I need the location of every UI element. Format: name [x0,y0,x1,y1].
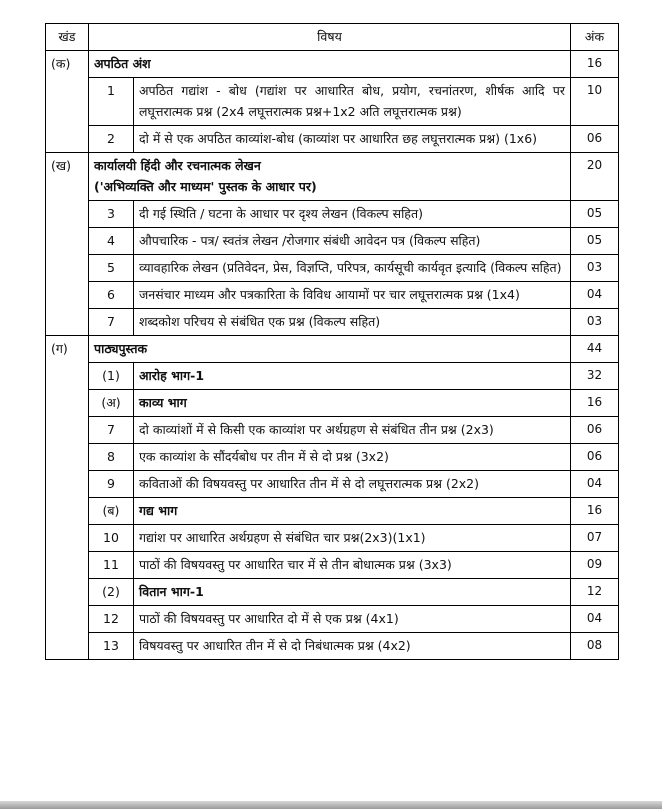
section-title-text: अपठित अंश [94,56,151,71]
row-marks: 05 [571,228,619,255]
row-marks: 16 [571,498,619,525]
row-marks: 12 [571,579,619,606]
table-row [46,201,619,228]
row-marks: 06 [571,417,619,444]
row-number: (1) [89,363,134,390]
table-row [46,498,619,525]
table-row [46,228,619,255]
row-subject: पाठों की विषयवस्तु पर आधारित दो में से एक प्रश्न (4x1) [134,606,571,633]
row-subject: दो काव्यांशों में से किसी एक काव्यांश पर अर्थग्रहण से संबंधित तीन प्रश्न (2x3) [134,417,571,444]
row-number: 12 [89,606,134,633]
row-number: 3 [89,201,134,228]
subsection-title: आरोह भाग-1 [134,363,571,390]
row-number: (2) [89,579,134,606]
section-subtitle-text: ('अभिव्यक्ति और माध्यम' पुस्तक के आधार पर) [94,179,317,194]
row-subject: दो में से एक अपठित काव्यांश-बोध (काव्यांश पर आधारित छह लघूत्तरात्मक प्रश्न) (1x6) [134,126,571,153]
table-row [46,444,619,471]
row-number: 7 [89,417,134,444]
row-marks: 32 [571,363,619,390]
row-subject: व्यावहारिक लेखन (प्रतिवेदन, प्रेस, विज्ञप्ति, परिपत्र, कार्यसूची कार्यवृत इत्यादि (विकल्प सहित) [134,255,571,282]
section-marks: 20 [571,153,619,201]
row-marks: 03 [571,255,619,282]
row-marks: 08 [571,633,619,660]
row-subject: जनसंचार माध्यम और पत्रकारिता के विविध आयामों पर चार लघूत्तरात्मक प्रश्न (1x4) [134,282,571,309]
row-subject: औपचारिक - पत्र/ स्वतंत्र लेखन /रोजगार संबंधी आवेदन पत्र (विकल्प सहित) [134,228,571,255]
row-number: 10 [89,525,134,552]
subsection-title: काव्य भाग [134,390,571,417]
section-row [46,51,619,78]
section-khand: (ग) [46,336,89,660]
table-row [46,525,619,552]
row-subject: पाठों की विषयवस्तु पर आधारित चार में से तीन बोधात्मक प्रश्न (3x3) [134,552,571,579]
table-row [46,552,619,579]
row-number: 11 [89,552,134,579]
row-subject: विषयवस्तु पर आधारित तीन में से दो निबंधात्मक प्रश्न (4x2) [134,633,571,660]
header-ank: अंक [571,24,619,51]
row-subject: एक काव्यांश के सौंदर्यबोध पर तीन में से दो प्रश्न (3x2) [134,444,571,471]
row-marks: 06 [571,444,619,471]
table-row [46,309,619,336]
header-row [46,24,619,51]
section-marks: 16 [571,51,619,78]
table-row [46,390,619,417]
table-row [46,417,619,444]
row-number: 5 [89,255,134,282]
table-row [46,255,619,282]
row-marks: 07 [571,525,619,552]
table-row [46,363,619,390]
row-subject: कविताओं की विषयवस्तु पर आधारित तीन में से दो लघूत्तरात्मक प्रश्न (2x2) [134,471,571,498]
row-number: 7 [89,309,134,336]
row-number: 8 [89,444,134,471]
section-khand: (क) [46,51,89,153]
section-title-text: कार्यालयी हिंदी और रचनात्मक लेखन [94,158,261,173]
row-marks: 06 [571,126,619,153]
row-number: 6 [89,282,134,309]
section-marks: 44 [571,336,619,363]
section-title [89,51,571,78]
row-subject: शब्दकोश परिचय से संबंधित एक प्रश्न (विकल्प सहित) [134,309,571,336]
table-row [46,579,619,606]
row-marks: 04 [571,606,619,633]
section-row [46,336,619,363]
row-subject: अपठित गद्यांश - बोध (गद्यांश पर आधारित बोध, प्रयोग, रचनांतरण, शीर्षक आदि पर लघूत्तरात्मक प्रश्न (2x4 लघूत्तरात्मक प्रश्न+1x2 अति लघूत्तरात्मक प्रश्न) [134,78,571,126]
row-number: (ब) [89,498,134,525]
bottom-edge-bar [0,801,662,809]
row-number: 1 [89,78,134,126]
syllabus-table [45,23,619,660]
section-row [46,153,619,201]
section-title [89,336,571,363]
row-number: 2 [89,126,134,153]
row-number: (अ) [89,390,134,417]
row-number: 4 [89,228,134,255]
table-row [46,471,619,498]
row-marks: 16 [571,390,619,417]
row-marks: 09 [571,552,619,579]
table-row [46,606,619,633]
row-marks: 05 [571,201,619,228]
syllabus-body [46,51,619,660]
table-row [46,633,619,660]
row-number: 13 [89,633,134,660]
row-number: 9 [89,471,134,498]
header-vishay: विषय [89,24,571,51]
row-marks: 04 [571,471,619,498]
row-subject: गद्यांश पर आधारित अर्थग्रहण से संबंधित चार प्रश्न(2x3)(1x1) [134,525,571,552]
section-khand: (ख) [46,153,89,336]
row-marks: 10 [571,78,619,126]
row-marks: 03 [571,309,619,336]
table-row [46,78,619,126]
row-subject: दी गई स्थिति / घटना के आधार पर दृश्य लेखन (विकल्प सहित) [134,201,571,228]
row-marks: 04 [571,282,619,309]
subsection-title: गद्य भाग [134,498,571,525]
section-title [89,153,571,201]
header-khand: खंड [46,24,89,51]
subsection-title: वितान भाग-1 [134,579,571,606]
section-title-text: पाठ्यपुस्तक [94,341,148,356]
table-row [46,282,619,309]
table-row [46,126,619,153]
